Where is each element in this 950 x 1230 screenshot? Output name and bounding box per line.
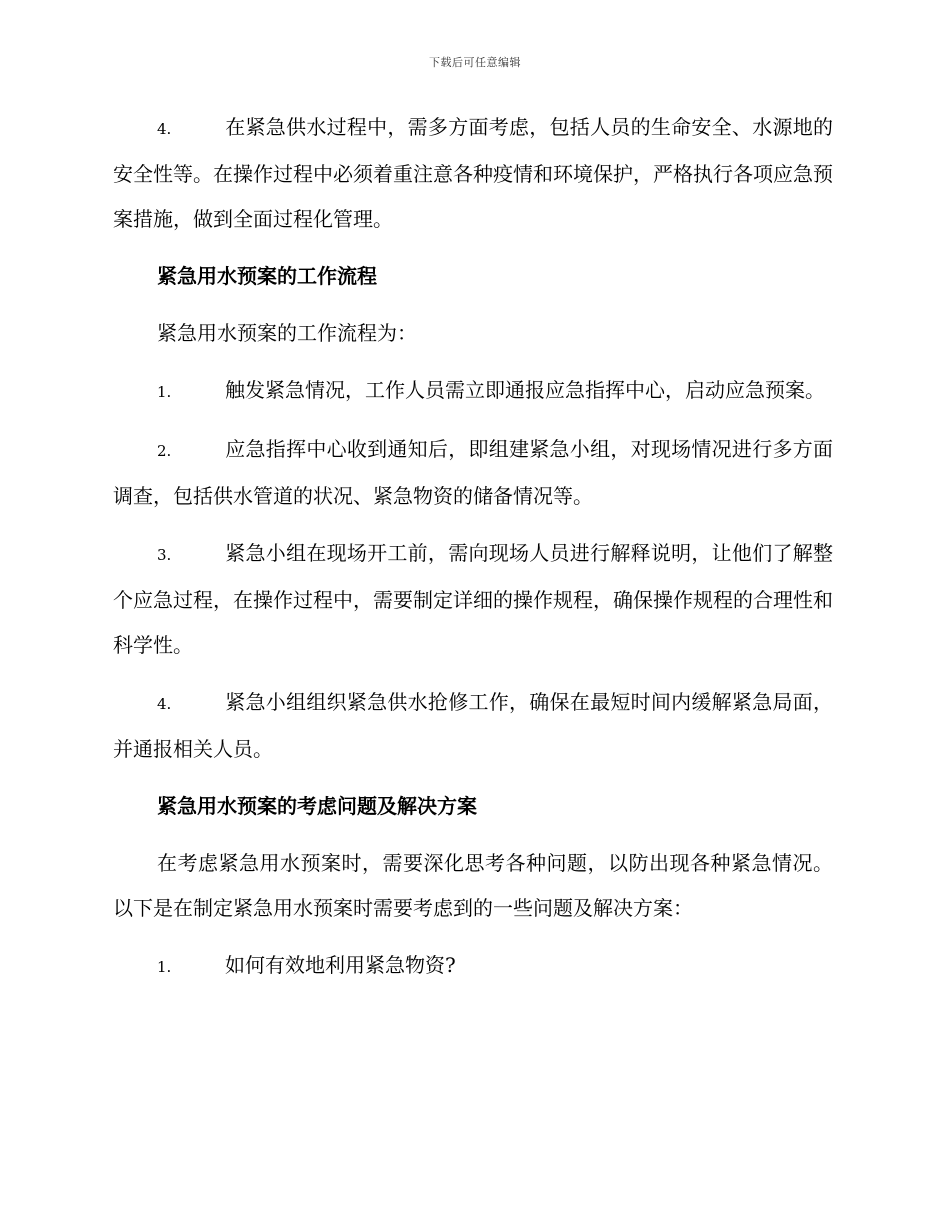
list-text: 紧急小组在现场开工前，需向现场人员进行解释说明，让他们了解整个应急过程，在操作过程中，需要制定详细的操作规程，确保操作规程的合理性和科学性。 xyxy=(113,541,833,657)
list-item xyxy=(113,680,833,772)
header-note: 下载后可任意编辑 xyxy=(429,56,521,69)
list-text: 应急指挥中心收到通知后，即组建紧急小组，对现场情况进行多方面调查，包括供水管道的状况、紧急物资的储备情况等。 xyxy=(113,437,833,508)
section-heading: 紧急用水预案的考虑问题及解决方案 xyxy=(157,794,477,818)
list-item xyxy=(113,368,833,415)
list-text: 紧急小组组织紧急供水抢修工作，确保在最短时间内缓解紧急局面，并通报相关人员。 xyxy=(113,690,833,761)
paragraph: 在考虑紧急用水预案时，需要深化思考各种问题，以防出现各种紧急情况。以下是在制定紧急用水预案时需要考虑到的一些问题及解决方案： xyxy=(113,851,833,920)
list-item xyxy=(113,105,833,242)
list-number: 2. xyxy=(157,442,172,460)
section-heading: 紧急用水预案的工作流程 xyxy=(157,264,377,288)
list-item xyxy=(113,531,833,668)
list-number: 1. xyxy=(157,383,172,401)
list-number: 3. xyxy=(157,546,172,564)
list-text: 如何有效地利用紧急物资? xyxy=(225,953,456,977)
list-number: 1. xyxy=(157,958,172,976)
document-body xyxy=(113,105,833,1002)
list-text: 在紧急供水过程中，需多方面考虑，包括人员的生命安全、水源地的安全性等。在操作过程中必须着重注意各种疫情和环境保护，严格执行各项应急预案措施，做到全面过程化管理。 xyxy=(113,115,833,231)
list-text: 触发紧急情况，工作人员需立即通报应急指挥中心，启动应急预案。 xyxy=(225,378,825,402)
paragraph: 紧急用水预案的工作流程为： xyxy=(157,321,417,345)
list-item xyxy=(113,943,833,990)
list-item xyxy=(113,427,833,519)
list-number: 4. xyxy=(157,695,172,713)
list-number: 4. xyxy=(157,120,172,138)
